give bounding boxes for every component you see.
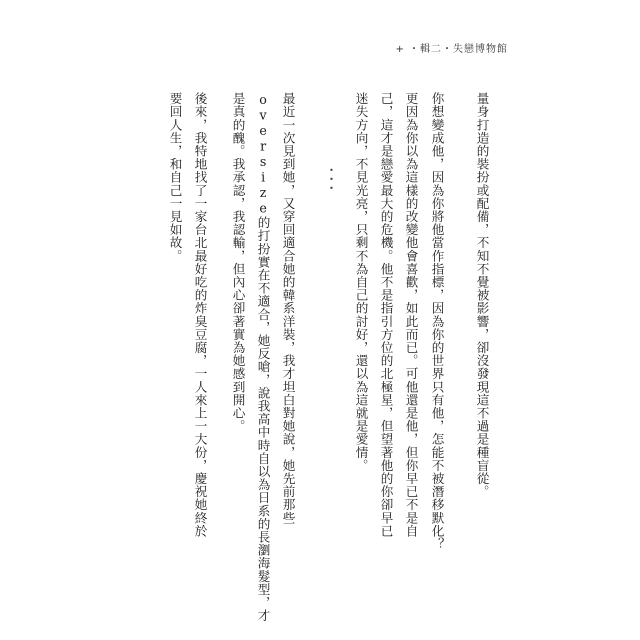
text-column-1: 量身打造的裝扮或配備，不知不覺被影響，卻沒發現這不過是種盲從。 xyxy=(474,92,490,499)
running-header: + ・輯二・失戀博物館 xyxy=(395,44,508,55)
text-column-8: 是真的醜。我承認，我認輸，但內心卻著實為她感到開心。 xyxy=(230,92,246,433)
text-column-7: oversize的打扮實在不適合，她反嗆，說我高中時自以為日系的長瀏海髮型，才 xyxy=(255,92,271,623)
text-column-4: 己，這才是戀愛最大的危機。他不是指引方位的北極星，但望著他的你卻早已 xyxy=(378,92,394,538)
text-column-10: 要回人生，和自己一見如故。 xyxy=(167,92,183,263)
text-column-2: 你想變成他，因為你將他當作指標，因為你的世界只有他，怎能不被潛移默化？ xyxy=(429,92,445,551)
text-column-5: 迷失方向，不見光亮，只剩不為自己的討好，還以為這就是愛情。 xyxy=(353,92,369,472)
text-column-9: 後來，我特地找了一家台北最好吃的炸臭豆腐，一人來上一大份，慶祝她終於 xyxy=(192,92,208,538)
section-divider-mark: ••• xyxy=(327,166,336,193)
text-column-3: 更因為你以為這樣的改變他會喜歡，如此而已。可他還是他，但你早已不是自 xyxy=(403,92,419,538)
text-column-6: 最近一次見到她，又穿回適合她的韓系洋裝，我才坦白對她說，她先前那些 xyxy=(280,92,296,525)
